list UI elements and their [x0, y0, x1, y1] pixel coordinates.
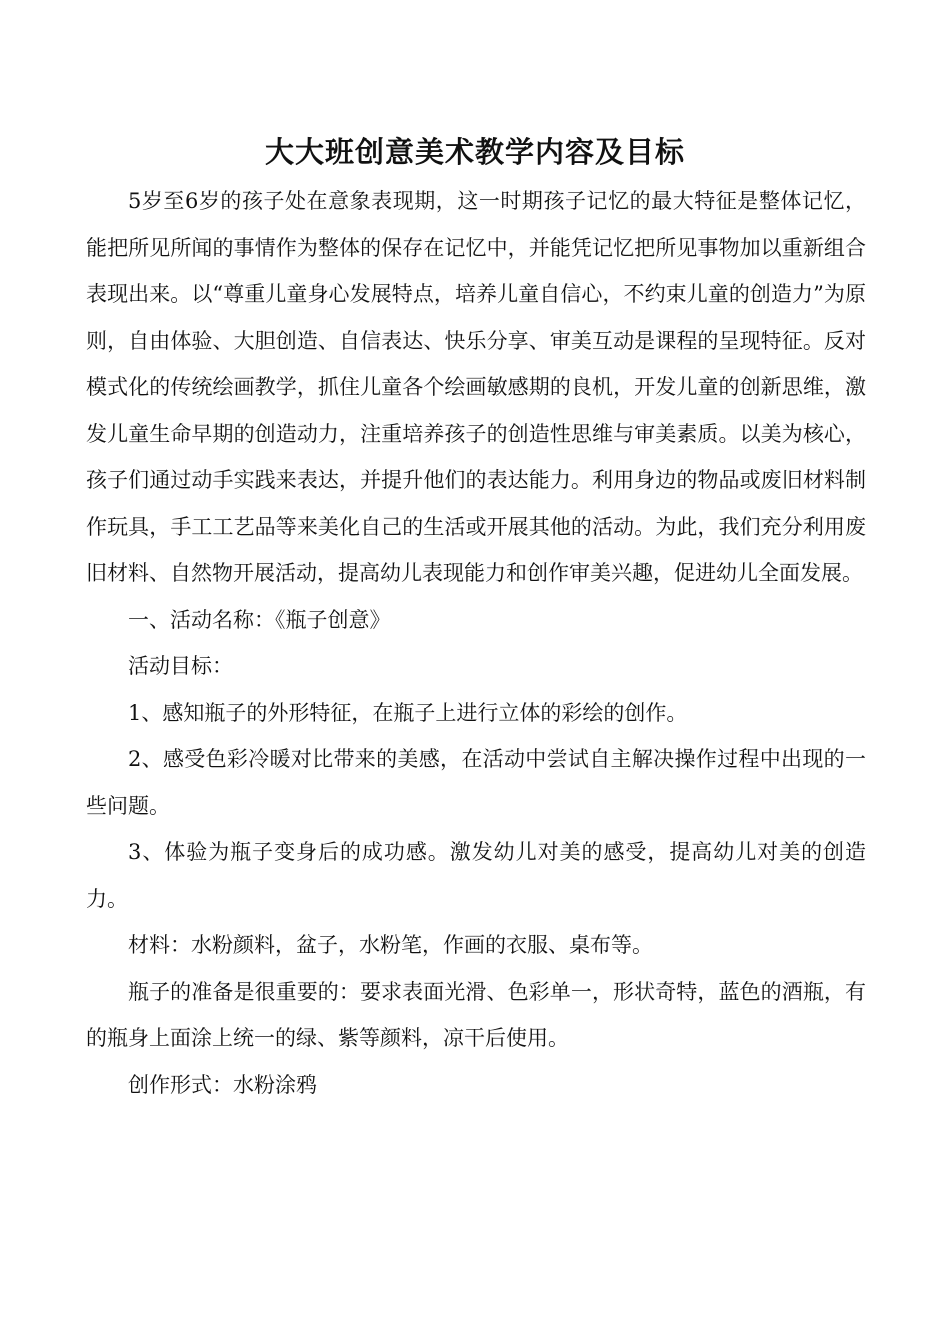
materials-paragraph: 材料：水粉颜料，盆子，水粉笔，作画的衣服、桌布等。	[128, 933, 653, 957]
intro-paragraph: 5岁至6岁的孩子处在意象表现期，这一时期孩子记忆的最大特征是整体记忆，能把所见所闻的事情作为整体的保存在记忆中，并能凭记忆把所见事物加以重新组合表现出来。以“尊重儿童身心发展特点，培养儿童自信心，不约束儿童的创造力”为原则，自由体验、大胆创造、自信表达、快乐分享、审美互动是课程的呈现特征。反对模式化的传统绘画教学，抓住儿童各个绘画敏感期的良机，开发儿童的创新思维，激发儿童生命早期的创造动力，注重培养孩子的创造性思维与审美素质。以美为核心，孩子们通过动手实践来表达，并提升他们的表达能力。利用身边的物品或废旧材料制作玩具，手工工艺品等来美化自己的生活或开展其他的活动。为此，我们充分利用废旧材料、自然物开展活动，提高幼儿表现能力和创作审美兴趣，促进幼儿全面发展。	[86, 189, 866, 585]
activity-name: 一、活动名称：《瓶子创意》	[128, 607, 391, 632]
goal-item-2: 2、感受色彩冷暖对比带来的美感，在活动中尝试自主解决操作过程中出现的一些问题。	[86, 747, 866, 818]
bottle-preparation-paragraph: 瓶子的准备是很重要的：要求表面光滑、色彩单一，形状奇特，蓝色的酒瓶，有的瓶身上面涂上统一的绿、紫等颜料，凉干后使用。	[86, 979, 866, 1050]
activity-goals-heading: 活动目标：	[128, 654, 233, 678]
goal-item-3: 3、体验为瓶子变身后的成功感。激发幼儿对美的感受，提高幼儿对美的创造力。	[86, 840, 866, 911]
document-body	[86, 178, 866, 1108]
creation-form-paragraph: 创作形式：水粉涂鸦	[128, 1072, 317, 1097]
goal-item-1: 1、感知瓶子的外形特征，在瓶子上进行立体的彩绘的创作。	[128, 700, 688, 725]
document-title: 大大班创意美术教学内容及目标	[264, 135, 685, 169]
